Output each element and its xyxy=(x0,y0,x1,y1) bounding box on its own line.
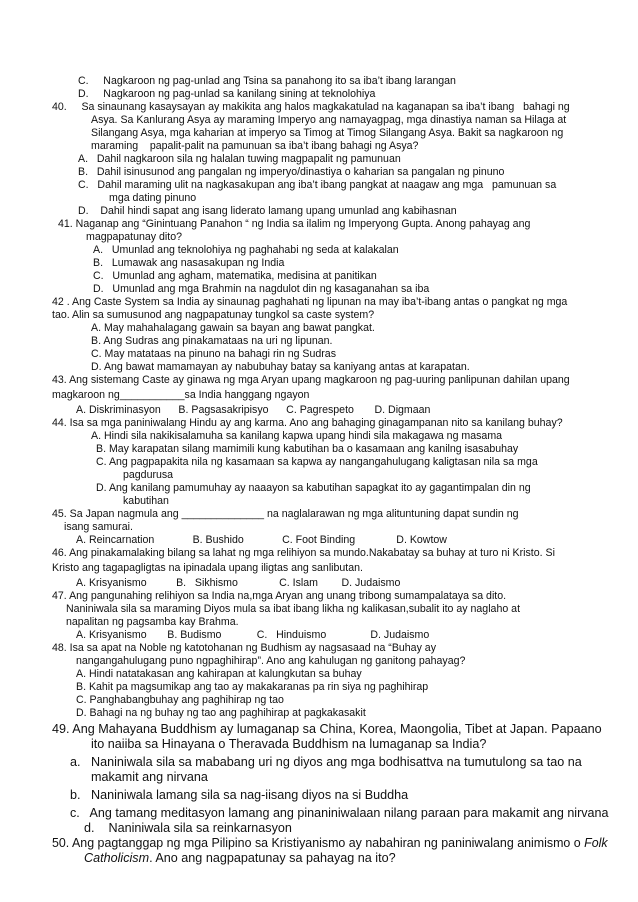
q42-option-c: C. May matataas na pinuno na bahagi rin ng Sudras xyxy=(91,348,336,360)
q44-option-d-cont: kabutihan xyxy=(123,495,169,507)
q49-option-d: d. Naniniwala sila sa reinkarnasyon xyxy=(84,821,292,835)
q50-term-catholicism: Catholicism xyxy=(84,851,150,865)
q46-stem-line1: 46. Ang pinakamalaking bilang sa lahat ng mga relihiyon sa mundo.Nakabatay sa buhay at turo ni Kristo. Si xyxy=(52,547,555,559)
q49-stem-line2: ito naiiba sa Hinayana o Theravada Buddhism na lumaganap sa India? xyxy=(91,737,487,751)
q47-stem-line1: 47. Ang pangunahing relihiyon sa India na,mga Aryan ang unang tribong sumampalataya sa dito. xyxy=(52,590,507,602)
q50-text-b: . Ano ang nagpapatunay sa pahayag na ito? xyxy=(149,851,396,865)
q40-option-a: A. Dahil nagkaroon sila ng halalan tuwing magpapalit ng pamunuan xyxy=(78,153,401,165)
q41-option-d: D. Umunlad ang mga Brahmin na nagdulot din ng kasaganahan sa iba xyxy=(93,283,430,295)
q40-option-b: B. Dahil isinusunod ang pangalan ng imperyo/dinastiya o kaharian sa pangalan ng pinuno xyxy=(78,166,505,178)
q44-option-a: A. Hindi sila nakikisalamuha sa kanilang kapwa upang hindi sila makagawa ng masama xyxy=(91,430,503,442)
q44-stem: 44. Isa sa mga paniniwalang Hindu ay ang karma. Ano ang bahaging ginagampanan nito sa kanilang buhay? xyxy=(52,417,563,429)
q42-option-b: B. Ang Sudras ang pinakamataas na uri ng lipunan. xyxy=(91,335,333,347)
q49-stem-line1: 49. Ang Mahayana Buddhism ay lumaganap sa China, Korea, Maongolia, Tibet at Japan. Papaano xyxy=(52,722,602,736)
q47-options: A. Krisyanismo B. Budismo C. Hinduismo D. Judaismo xyxy=(76,629,430,641)
q42-option-d: D. Ang bawat mamamayan ay nabubuhay batay sa kaniyang antas at karapatan. xyxy=(91,361,470,373)
q39-option-c: C. Nagkaroon ng pag-unlad ang Tsina sa panahong ito sa iba’t ibang larangan xyxy=(78,75,456,87)
q50-stem-line1 xyxy=(52,836,608,851)
q45-stem-line2: isang samurai. xyxy=(64,521,133,533)
q48-option-a: A. Hindi natatakasan ang kahirapan at kalungkutan sa buhay xyxy=(76,668,362,680)
q48-stem-line2: nangangahulugang puno ngpaghihirap”. Ano ang kahulugan ng ganitong pahayag? xyxy=(76,655,466,667)
q43-stem-line1: 43. Ang sistemang Caste ay ginawa ng mga Aryan upang magkaroon ng pag-uuring panlipunan dahilan upang xyxy=(52,374,570,386)
q45-options: A. Reincarnation B. Bushido C. Foot Binding D. Kowtow xyxy=(76,534,447,546)
q40-option-c-cont: mga dating pinuno xyxy=(109,192,197,204)
q49-option-a-cont: makamit ang nirvana xyxy=(91,770,208,784)
q48-option-b: B. Kahit pa magsumikap ang tao ay makakaranas pa rin siya ng paghihirap xyxy=(76,681,429,693)
q40-stem-line1: 40. Sa sinaunang kasaysayan ay makikita ang halos magkakatulad na kaganapan sa iba’t ibang bahagi ng xyxy=(52,101,570,113)
q49-option-c: c. Ang tamang meditasyon lamang ang pinaniniwalaan nilang paraan para makamit ang nirvana xyxy=(70,806,609,820)
q48-option-c: C. Panghabangbuhay ang paghihirap ng tao xyxy=(76,694,284,706)
q42-stem-line1: 42 . Ang Caste System sa India ay sinaunag paghahati ng lipunan na may iba’t-ibang antas o pangkat ng mga xyxy=(52,296,568,308)
q47-stem-line3: napalitan ng pagsamba kay Brahma. xyxy=(66,616,239,628)
q48-option-d: D. Bahagi na ng buhay ng tao ang paghihirap at pagkakasakit xyxy=(76,707,366,719)
q41-stem-line2: magpapatunay dito? xyxy=(86,231,183,243)
q48-stem-line1: 48. Isa sa apat na Noble ng katotohanan ng Budhism ay nagsasaad na “Buhay ay xyxy=(52,642,436,654)
q50-text-a: 50. Ang pagtanggap ng mga Pilipino sa Kristiyanismo ay nabahiran ng paniniwalang animismo o xyxy=(52,836,585,850)
q39-option-d: D. Nagkaroon ng pag-unlad sa kanilang sining at teknolohiya xyxy=(78,88,376,100)
q42-stem-line2: tao. Alin sa sumusunod ang nagpapatunay tungkol sa caste system? xyxy=(52,309,375,321)
q50-stem-line2 xyxy=(84,851,396,866)
q45-stem-line1: 45. Sa Japan nagmula ang ______________ na naglalarawan ng mga alituntuning dapat sundin ng xyxy=(52,508,519,520)
q44-option-c: C. Ang pagpapakita nila ng kasamaan sa kapwa ay nangangahulugang kaligtasan nila sa mga xyxy=(96,456,538,468)
q43-stem-line2: magkaroon ng___________sa India hanggang ngayon xyxy=(52,389,310,401)
q40-option-d: D. Dahil hindi sapat ang isang liderato lamang upang umunlad ang kabihasnan xyxy=(78,205,457,217)
q41-stem-line1: 41. Naganap ang “Ginintuang Panahon “ ng India sa ilalim ng Imperyong Gupta. Anong pahayag ang xyxy=(58,218,531,230)
q44-option-c-cont: pagdurusa xyxy=(123,469,174,481)
q50-term-folk: Folk xyxy=(584,836,608,850)
q41-option-c: C. Umunlad ang agham, matematika, medisina at panitikan xyxy=(93,270,377,282)
q44-option-d: D. Ang kanilang pamumuhay ay naaayon sa kabutihan sapagkat ito ay gagantimpalan din ng xyxy=(96,482,531,494)
q40-stem-line3: Silangang Asya, mga kaharian at imperyo sa Timog at Timog Silangang Asya. Bakit sa nagkaroon ng xyxy=(91,127,564,139)
q44-option-b: B. May karapatan silang mamimili kung kabutihan ba o kasamaan ang kanilng isasabuhay xyxy=(96,443,519,455)
q40-stem-line2: Asya. Sa Kanlurang Asya ay maraming Imperyo ang namayagpag, mga dinastiya naman sa Hilaga at xyxy=(91,114,567,126)
q49-option-b: b. Naniniwala lamang sila sa nag-iisang diyos na si Buddha xyxy=(70,788,409,802)
q47-stem-line2: Naniniwala sila sa maraming Diyos mula sa ibat ibang likha ng kalikasan,subalit ito ay naglaho at xyxy=(66,603,521,615)
q46-stem-line2: Kristo ang tagapagligtas na ipinadala upang iligtas ang sanlibutan. xyxy=(52,562,363,574)
q41-option-a: A. Umunlad ang teknolohiya ng paghahabi ng seda at kalakalan xyxy=(93,244,399,256)
q42-option-a: A. May mahahalagang gawain sa bayan ang bawat pangkat. xyxy=(91,322,375,334)
q49-option-a: a. Naniniwala sila sa mababang uri ng diyos ang mga bodhisattva na tumutulong sa tao na xyxy=(70,755,582,769)
q46-options: A. Krisyanismo B. Sikhismo C. Islam D. Judaismo xyxy=(76,577,401,589)
q40-option-c: C. Dahil maraming ulit na nagkasakupan ang iba’t ibang pangkat at naagaw ang mga pamunuan sa xyxy=(78,179,557,191)
q40-stem-line4: maraming papalit-palit na pamunuan sa iba’t ibang bahagi ng Asya? xyxy=(91,140,419,152)
q41-option-b: B. Lumawak ang nasasakupan ng India xyxy=(93,257,285,269)
q43-options: A. Diskriminasyon B. Pagsasakripisyo C. Pagrespeto D. Digmaan xyxy=(76,404,431,416)
